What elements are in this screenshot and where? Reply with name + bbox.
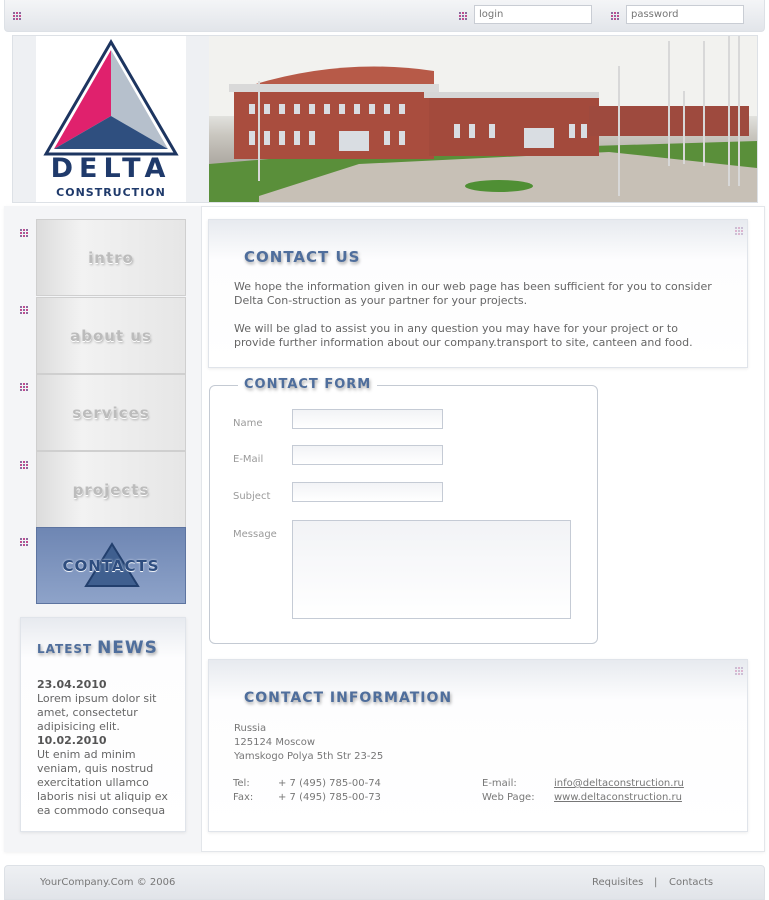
contact-info-title: CONTACT INFORMATION xyxy=(244,690,453,706)
email-label: E-Mail xyxy=(233,454,264,465)
email-link[interactable]: info@deltaconstruction.ru xyxy=(554,778,684,789)
nav-item-services[interactable] xyxy=(36,374,186,451)
tel-value: + 7 (495) 785-00-74 xyxy=(278,778,381,789)
footer-link-requisites[interactable]: Requisites xyxy=(592,877,644,888)
panel-corner-dots-icon xyxy=(735,227,742,234)
news-title-small: LATEST xyxy=(37,642,93,656)
news-title xyxy=(37,638,158,658)
address-country: Russia xyxy=(234,723,267,734)
nav-dots-icon xyxy=(20,538,27,545)
nav-item-projects[interactable] xyxy=(36,451,186,528)
news-text: Ut enim ad minim veniam, quis nostrud exercitation ullamco laboris nisi ut aliquip ex ea commodo consequa xyxy=(37,748,168,817)
nav-item-label: about us xyxy=(70,326,152,345)
address-city: 125124 Moscow xyxy=(234,737,316,748)
password-input[interactable] xyxy=(626,5,744,24)
contact-us-para2: We will be glad to assist you in any question you may have for your project or to provide further information about our company.transport to site, canteen and food. xyxy=(234,322,693,349)
logo-name: DELTA xyxy=(50,153,172,184)
subject-label: Subject xyxy=(233,491,271,502)
news-item xyxy=(37,734,177,818)
tel-label: Tel: xyxy=(233,778,250,789)
name-field[interactable] xyxy=(292,409,443,429)
nav-dots-icon xyxy=(20,229,27,236)
password-dots-icon xyxy=(611,12,618,19)
fax-label: Fax: xyxy=(233,792,254,803)
nav-dots-icon xyxy=(20,306,27,313)
logo[interactable] xyxy=(36,36,186,202)
news-date: 23.04.2010 xyxy=(37,678,107,691)
delta-triangle-icon xyxy=(36,36,186,156)
contact-us-panel xyxy=(208,219,748,368)
message-label: Message xyxy=(233,529,277,540)
name-label: Name xyxy=(233,418,263,429)
email-field[interactable] xyxy=(292,445,443,465)
news-item xyxy=(37,678,177,734)
footer-copyright: YourCompany.Com © 2006 xyxy=(40,877,176,888)
message-field[interactable] xyxy=(292,520,571,619)
nav-item-label: services xyxy=(72,403,150,422)
contact-us-title: CONTACT US xyxy=(244,248,361,266)
news-date: 10.02.2010 xyxy=(37,734,107,747)
nav-item-label: intro xyxy=(88,248,134,267)
nav-item-about-us[interactable] xyxy=(36,297,186,374)
fax-value: + 7 (495) 785-00-73 xyxy=(278,792,381,803)
nav-item-intro[interactable] xyxy=(36,219,186,296)
subject-field[interactable] xyxy=(292,482,443,502)
contact-form-title: CONTACT FORM xyxy=(238,377,377,392)
news-panel xyxy=(20,617,186,832)
nav-item-contacts[interactable] xyxy=(36,527,186,604)
contact-us-para1: We hope the information given in our web page has been sufficient for you to consider Delta Con-struction as your partner for your projects. xyxy=(234,280,712,307)
address-block xyxy=(234,722,383,764)
news-text: Lorem ipsum dolor sit amet, consectetur adipisicing elit. xyxy=(37,692,157,733)
footer-link-contacts[interactable]: Contacts xyxy=(669,877,714,888)
nav-item-label: projects xyxy=(72,480,150,499)
nav-dots-icon xyxy=(20,383,27,390)
login-dots-icon xyxy=(459,12,466,19)
panel-corner-dots-icon xyxy=(735,667,742,674)
address-street: Yamskogo Polya 5th Str 23-25 xyxy=(234,751,384,762)
footer-separator: | xyxy=(654,877,658,888)
news-title-big: NEWS xyxy=(97,638,158,658)
nav-dots-icon xyxy=(20,461,27,468)
contact-info-panel xyxy=(208,659,748,832)
web-label: Web Page: xyxy=(482,792,535,803)
decor-dots-icon xyxy=(13,12,20,19)
logo-subtitle: CONSTRUCTION xyxy=(56,186,166,199)
login-input[interactable] xyxy=(474,5,592,24)
header-photo xyxy=(209,36,757,202)
nav-item-label: CONTACTS xyxy=(62,556,160,575)
web-link[interactable]: www.deltaconstruction.ru xyxy=(554,792,682,803)
email-info-label: E-mail: xyxy=(482,778,517,789)
